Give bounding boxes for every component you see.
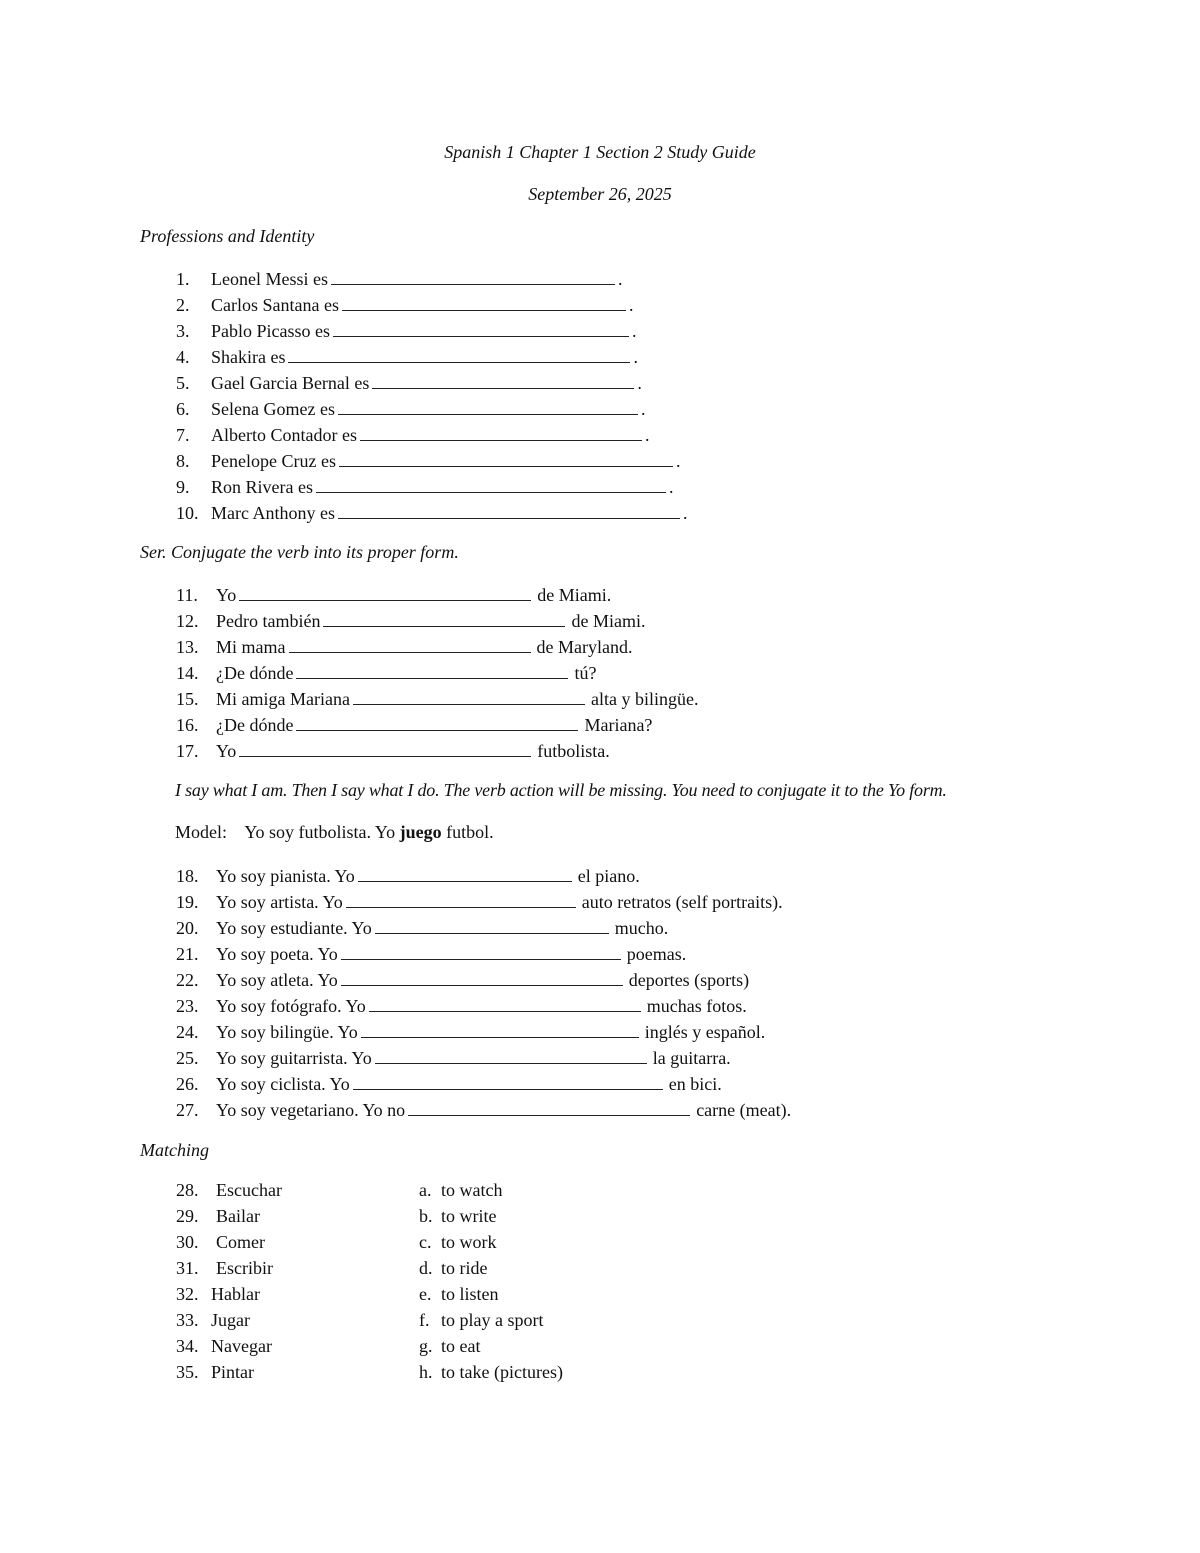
- option-letter: h.: [419, 1362, 433, 1382]
- item-text: [211, 318, 637, 344]
- english-meaning: to play a sport: [441, 1310, 544, 1330]
- yo-form-instruction: I say what I am. Then I say what I do. The verb action will be missing. You need to conjugate it to the Yo form.: [175, 780, 947, 800]
- item-number: 18.: [176, 866, 199, 886]
- item-text: [211, 500, 687, 526]
- matching-definition: [419, 1362, 563, 1383]
- item-text: [216, 1097, 791, 1123]
- item-ending: .: [632, 321, 637, 341]
- answer-blank[interactable]: [346, 889, 576, 908]
- item-number: 30.: [176, 1232, 199, 1252]
- item-prompt: Penelope Cruz es: [211, 451, 336, 471]
- item-text: [211, 474, 673, 500]
- item-ending: .: [633, 347, 638, 367]
- item-number: 35.: [176, 1362, 199, 1382]
- option-letter: e.: [419, 1284, 432, 1304]
- item-ending: .: [682, 503, 688, 523]
- item-number: 25.: [176, 1048, 199, 1068]
- item-ending: carne (meat).: [696, 1100, 792, 1120]
- item-prompt: Mi mama: [216, 637, 286, 657]
- item-prompt: Alberto Contador es: [211, 425, 357, 445]
- item-ending: deportes (sports): [628, 970, 750, 990]
- section-heading-matching: Matching: [140, 1140, 209, 1160]
- item-ending: el piano.: [577, 866, 640, 886]
- answer-blank[interactable]: [316, 474, 666, 493]
- item-number: 28.: [176, 1180, 199, 1200]
- answer-blank[interactable]: [375, 1045, 647, 1064]
- item-ending: .: [668, 477, 674, 497]
- item-number: 20.: [176, 918, 199, 938]
- item-text: [216, 686, 698, 712]
- item-text: [211, 344, 638, 370]
- spanish-verb: Pintar: [211, 1362, 254, 1382]
- item-ending: auto retratos (self portraits).: [581, 892, 783, 912]
- answer-blank[interactable]: [372, 370, 634, 389]
- item-text: [216, 1045, 731, 1071]
- matching-definition: [419, 1310, 544, 1331]
- answer-blank[interactable]: [408, 1097, 690, 1116]
- english-meaning: to take (pictures): [441, 1362, 563, 1382]
- item-ending: de Miami.: [571, 611, 646, 631]
- item-number: 19.: [176, 892, 199, 912]
- item-text: [211, 266, 622, 292]
- model-end: futbol.: [446, 822, 494, 842]
- item-text: [211, 292, 633, 318]
- item-text: [216, 634, 632, 660]
- spanish-verb: Hablar: [211, 1284, 260, 1304]
- item-text: [216, 941, 686, 967]
- item-ending: .: [675, 451, 681, 471]
- item-text: [216, 1071, 722, 1097]
- item-number: 5.: [176, 373, 190, 393]
- item-number: 14.: [176, 663, 199, 683]
- item-prompt: Gael Garcia Bernal es: [211, 373, 370, 393]
- item-prompt: Pablo Picasso es: [211, 321, 330, 341]
- model-label: Model:: [175, 822, 227, 842]
- item-prompt: Yo soy atleta. Yo: [216, 970, 338, 990]
- page-date: September 26, 2025: [528, 184, 672, 204]
- english-meaning: to work: [441, 1232, 497, 1252]
- item-number: 23.: [176, 996, 199, 1016]
- item-text: [211, 396, 645, 422]
- item-ending: tú?: [574, 663, 597, 683]
- item-number: 12.: [176, 611, 199, 631]
- option-letter: b.: [419, 1206, 433, 1226]
- matching-definition: [419, 1336, 481, 1357]
- item-number: 11.: [176, 585, 198, 605]
- answer-blank[interactable]: [296, 660, 568, 679]
- english-meaning: to ride: [441, 1258, 488, 1278]
- answer-blank[interactable]: [353, 1071, 663, 1090]
- item-ending: la guitarra.: [652, 1048, 731, 1068]
- answer-blank[interactable]: [358, 863, 572, 882]
- answer-blank[interactable]: [331, 266, 615, 285]
- item-prompt: Pedro también: [216, 611, 321, 631]
- item-ending: de Maryland.: [536, 637, 633, 657]
- item-number: 4.: [176, 347, 190, 367]
- item-ending: de Miami.: [537, 585, 612, 605]
- answer-blank[interactable]: [239, 582, 531, 601]
- item-text: [211, 370, 642, 396]
- answer-blank[interactable]: [375, 915, 609, 934]
- option-letter: d.: [419, 1258, 433, 1278]
- item-text: [216, 863, 640, 889]
- item-prompt: Carlos Santana es: [211, 295, 339, 315]
- item-ending: inglés y español.: [644, 1022, 766, 1042]
- item-text: [216, 660, 596, 686]
- item-number: 29.: [176, 1206, 199, 1226]
- answer-blank[interactable]: [333, 318, 629, 337]
- item-number: 13.: [176, 637, 199, 657]
- item-ending: .: [637, 373, 642, 393]
- matching-term: [176, 1206, 260, 1227]
- item-ending: en bici.: [668, 1074, 722, 1094]
- spanish-verb: Navegar: [211, 1336, 272, 1356]
- item-prompt: Yo: [216, 585, 237, 605]
- answer-blank[interactable]: [323, 608, 565, 627]
- matching-term: [176, 1232, 265, 1253]
- item-prompt: Yo soy vegetariano. Yo no: [216, 1100, 406, 1120]
- item-ending: mucho.: [614, 918, 669, 938]
- matching-term: [176, 1362, 254, 1383]
- item-number: 33.: [176, 1310, 199, 1330]
- item-text: [211, 422, 649, 448]
- answer-blank[interactable]: [338, 500, 680, 519]
- answer-blank[interactable]: [369, 993, 641, 1012]
- item-number: 15.: [176, 689, 199, 709]
- item-text: [216, 738, 610, 764]
- item-number: 8.: [176, 451, 190, 471]
- item-text: [216, 608, 645, 634]
- answer-blank[interactable]: [239, 738, 531, 757]
- item-number: 9.: [176, 477, 190, 497]
- item-prompt: Yo soy bilingüe. Yo: [216, 1022, 358, 1042]
- spanish-verb: Escuchar: [216, 1180, 282, 1200]
- model-text: Yo soy futbolista. Yo: [244, 822, 396, 842]
- item-ending: .: [644, 425, 650, 445]
- answer-blank[interactable]: [341, 941, 621, 960]
- spanish-verb: Jugar: [211, 1310, 250, 1330]
- section-heading-professions: Professions and Identity: [140, 226, 315, 246]
- matching-definition: [419, 1232, 497, 1253]
- item-number: 27.: [176, 1100, 199, 1120]
- option-letter: f.: [419, 1310, 430, 1330]
- item-prompt: Leonel Messi es: [211, 269, 328, 289]
- item-number: 22.: [176, 970, 199, 990]
- item-prompt: ¿De dónde: [216, 663, 294, 683]
- item-ending: poemas.: [626, 944, 687, 964]
- item-number: 2.: [176, 295, 190, 315]
- answer-blank[interactable]: [353, 686, 585, 705]
- item-text: [216, 915, 668, 941]
- matching-term: [176, 1310, 250, 1331]
- item-number: 1.: [176, 269, 190, 289]
- item-prompt: Yo soy fotógrafo. Yo: [216, 996, 366, 1016]
- item-prompt: Selena Gomez es: [211, 399, 335, 419]
- english-meaning: to write: [441, 1206, 497, 1226]
- option-letter: c.: [419, 1232, 432, 1252]
- item-text: [211, 448, 680, 474]
- item-number: 24.: [176, 1022, 199, 1042]
- page-title: Spanish 1 Chapter 1 Section 2 Study Guide: [444, 142, 756, 162]
- item-text: [216, 993, 747, 1019]
- spanish-verb: Bailar: [216, 1206, 260, 1226]
- matching-definition: [419, 1258, 488, 1279]
- answer-blank[interactable]: [338, 396, 638, 415]
- item-prompt: Yo soy poeta. Yo: [216, 944, 338, 964]
- matching-term: [176, 1258, 273, 1279]
- answer-blank[interactable]: [361, 1019, 639, 1038]
- answer-blank[interactable]: [296, 712, 578, 731]
- matching-definition: [419, 1284, 499, 1305]
- item-text: [216, 582, 611, 608]
- item-ending: alta y bilingüe.: [590, 689, 699, 709]
- english-meaning: to listen: [441, 1284, 499, 1304]
- item-prompt: Yo soy pianista. Yo: [216, 866, 355, 886]
- item-prompt: Mi amiga Mariana: [216, 689, 350, 709]
- item-ending: Mariana?: [584, 715, 653, 735]
- section-heading-ser: Ser. Conjugate the verb into its proper form.: [140, 542, 459, 562]
- spanish-verb: Escribir: [216, 1258, 273, 1278]
- option-letter: g.: [419, 1336, 433, 1356]
- item-ending: .: [617, 269, 623, 289]
- item-ending: .: [628, 295, 634, 315]
- item-text: [216, 967, 749, 993]
- item-ending: muchas fotos.: [646, 996, 747, 1016]
- model-bold-verb: juego: [399, 822, 442, 842]
- item-prompt: Yo soy artista. Yo: [216, 892, 343, 912]
- item-prompt: Yo: [216, 741, 237, 761]
- item-prompt: Yo soy ciclista. Yo: [216, 1074, 350, 1094]
- english-meaning: to eat: [441, 1336, 481, 1356]
- item-text: [216, 889, 783, 915]
- item-ending: .: [640, 399, 646, 419]
- item-number: 31.: [176, 1258, 199, 1278]
- answer-blank[interactable]: [288, 344, 630, 363]
- item-number: 6.: [176, 399, 190, 419]
- answer-blank[interactable]: [341, 967, 623, 986]
- answer-blank[interactable]: [289, 634, 531, 653]
- item-prompt: Yo soy guitarrista. Yo: [216, 1048, 372, 1068]
- item-text: [216, 712, 652, 738]
- matching-term: [176, 1180, 282, 1201]
- item-number: 32.: [176, 1284, 199, 1304]
- matching-definition: [419, 1206, 497, 1227]
- item-ending: futbolista.: [537, 741, 610, 761]
- option-letter: a.: [419, 1180, 432, 1200]
- item-text: [216, 1019, 765, 1045]
- item-number: 10.: [176, 503, 199, 523]
- english-meaning: to watch: [441, 1180, 503, 1200]
- item-prompt: Ron Rivera es: [211, 477, 313, 497]
- item-number: 16.: [176, 715, 199, 735]
- item-number: 3.: [176, 321, 190, 341]
- matching-term: [176, 1336, 272, 1357]
- answer-blank[interactable]: [339, 448, 673, 467]
- spanish-verb: Comer: [216, 1232, 265, 1252]
- item-number: 26.: [176, 1074, 199, 1094]
- item-number: 34.: [176, 1336, 199, 1356]
- item-prompt: ¿De dónde: [216, 715, 294, 735]
- item-number: 21.: [176, 944, 199, 964]
- item-prompt: Yo soy estudiante. Yo: [216, 918, 372, 938]
- item-number: 7.: [176, 425, 190, 445]
- matching-term: [176, 1284, 260, 1305]
- item-prompt: Shakira es: [211, 347, 286, 367]
- item-prompt: Marc Anthony es: [211, 503, 335, 523]
- answer-blank[interactable]: [360, 422, 642, 441]
- item-number: 17.: [176, 741, 199, 761]
- answer-blank[interactable]: [342, 292, 626, 311]
- model-sentence: [175, 822, 494, 843]
- matching-definition: [419, 1180, 503, 1201]
